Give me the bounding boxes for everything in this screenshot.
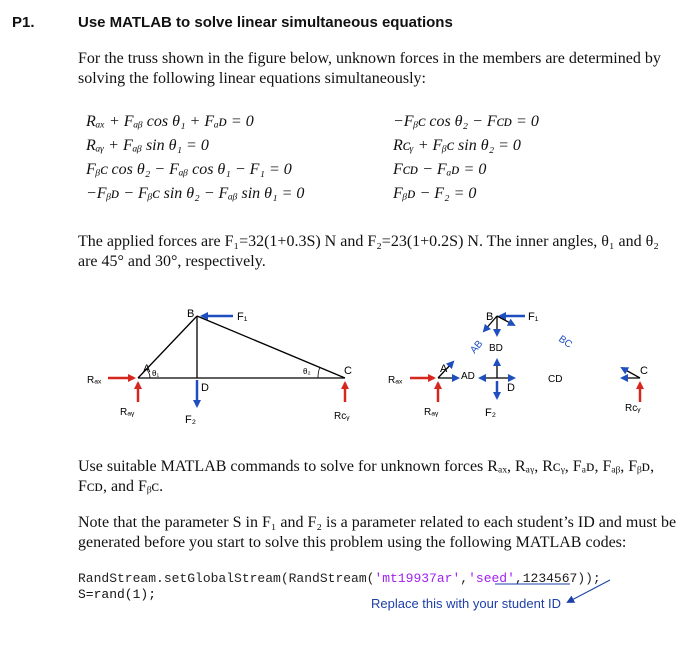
truss-diagram — [87, 308, 352, 426]
fbd-f1-label: F₁ — [528, 311, 539, 323]
forces-paragraph: The applied forces are F₁=32(1+0.3S) N and F₂=23(1+0.2S) N. The inner angles, θ₁ and θ₂ are 45° and 30°, respectively. — [78, 233, 659, 270]
equation-right-2: Rᴄᵧ + Fᵦᴄ sin θ₂ = 0 — [393, 137, 521, 154]
rcy-label: Rᴄᵧ — [334, 411, 350, 422]
problem-number: P1. — [12, 14, 35, 31]
note-paragraph: Note that the parameter S in F₁ and F₂ is a parameter related to each student’s ID and must be generated before you start to solve this problem using the following MATLAB codes: — [78, 514, 677, 551]
fbd-cd-label: CD — [548, 374, 563, 385]
code-seed-number: 1234567 — [522, 571, 578, 586]
code-arg-seed: 'seed' — [468, 571, 515, 586]
f2-label: F₂ — [185, 414, 196, 426]
fbd-ad-label: AD — [461, 371, 475, 382]
fbd-node-d-label: D — [507, 382, 515, 394]
fbd-node-c-label: C — [640, 365, 648, 377]
theta2-label: θ₂ — [303, 367, 311, 376]
fbd-ab-label: AB — [468, 338, 486, 356]
theta1-label: θ₁ — [152, 369, 160, 378]
fbd-bd-label: BD — [489, 343, 503, 354]
truss-figure — [0, 298, 700, 448]
node-d-label: D — [201, 382, 209, 394]
student-id-annotation: Replace this with your student ID — [371, 596, 562, 611]
intro-paragraph: For the truss shown in the figure below, unknown forces in the members are determined by solving the following linear equations simultaneously: — [78, 50, 661, 87]
equation-right-3: Fᴄᴅ − Fₐᴅ = 0 — [393, 161, 487, 178]
fbd-node-a-label: A — [440, 363, 448, 375]
code-comma-2: , — [514, 571, 523, 586]
code-arg-generator: 'mt19937ar' — [374, 571, 461, 586]
fbd-rcy-label: Rᴄᵧ — [625, 403, 641, 414]
theta2-arc — [318, 367, 320, 378]
rax-label: Rₐₓ — [87, 375, 102, 386]
node-a-label: A — [143, 363, 151, 375]
f1-label: F₁ — [237, 311, 248, 323]
ray-label: Rₐᵧ — [120, 407, 135, 418]
solve-paragraph: Use suitable MATLAB commands to solve for unknown forces Rₐₓ, Rₐᵧ, Rᴄᵧ, Fₐᴅ, Fₐᵦ, Fᵦᴅ, Fᴄᴅ, and Fᵦᴄ. — [78, 458, 655, 495]
fbd-node-b-label: B — [486, 311, 494, 323]
equation-left-1: Rₐₓ + Fₐᵦ cos θ₁ + Fₐᴅ = 0 — [86, 113, 254, 130]
equation-right-4: Fᵦᴅ − F₂ = 0 — [393, 185, 477, 202]
node-b-label: B — [187, 308, 195, 320]
code-end: )); — [577, 571, 601, 586]
fbd-bc-label: BC — [556, 333, 574, 351]
fbd-rax-label: Rₐₓ — [388, 375, 403, 386]
member-bc — [197, 316, 345, 378]
fbd-bc-at-c-arrow — [622, 368, 640, 378]
code-line-2: S=rand(1); — [78, 587, 157, 602]
code-comma-1: , — [460, 571, 469, 586]
free-body-diagrams — [388, 311, 648, 419]
fbd-f2-label: F₂ — [485, 407, 496, 419]
node-c-label: C — [344, 365, 352, 377]
code-fn: RandStream.setGlobalStream(RandStream( — [78, 571, 375, 586]
equation-left-4: −Fᵦᴅ − Fᵦᴄ sin θ₂ − Fₐᵦ sin θ₁ = 0 — [86, 185, 305, 202]
equation-right-1: −Fᵦᴄ cos θ₂ − Fᴄᴅ = 0 — [393, 113, 539, 130]
equation-left-3: Fᵦᴄ cos θ₂ − Fₐᵦ cos θ₁ − F₁ = 0 — [86, 161, 292, 178]
problem-title: Use MATLAB to solve linear simultaneous equations — [78, 14, 453, 31]
fbd-bc-at-b-arrow — [497, 316, 514, 325]
equation-left-2: Rₐᵧ + Fₐᵦ sin θ₁ = 0 — [86, 137, 209, 154]
fbd-ray-label: Rₐᵧ — [424, 407, 439, 418]
